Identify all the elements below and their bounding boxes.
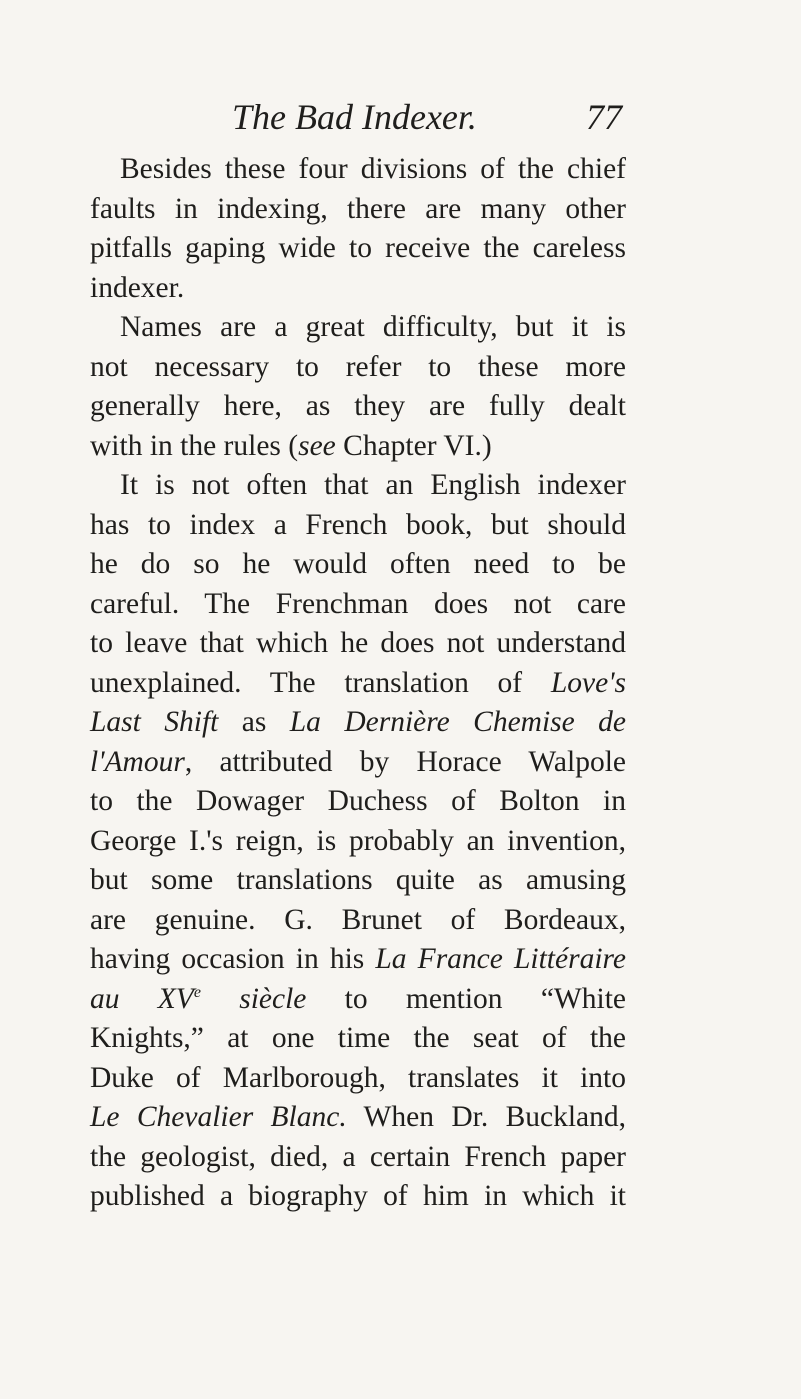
text-line — [90, 1059, 626, 1099]
text-run: , attributed by Horace Walpole — [184, 745, 626, 778]
page-number: 77 — [586, 97, 622, 137]
text-run: to mention “White — [306, 982, 627, 1015]
text-run: Knights,” at one time the seat of the — [90, 1022, 626, 1054]
text-run: careful. The Frenchman does not care — [90, 587, 626, 620]
running-title: The Bad Indexer. — [232, 97, 477, 137]
text-run: to leave that which he does not understand — [90, 627, 626, 659]
text-line — [90, 980, 626, 1020]
text-run: Names are a great difficulty, but it is — [120, 311, 626, 343]
text-line — [90, 822, 626, 862]
text-run: published a biography of him in which it — [90, 1180, 626, 1212]
text-line — [90, 782, 626, 822]
text-line — [90, 229, 626, 269]
text-line — [90, 940, 626, 980]
italic-run: La France Littéraire — [375, 943, 626, 975]
text-line — [90, 1098, 626, 1138]
text-line — [90, 545, 626, 585]
text-run: Chapter VI.) — [335, 429, 492, 462]
text-run: generally here, as they are fully dealt — [90, 390, 626, 422]
text-line — [90, 348, 626, 388]
italic-run: Last Shift — [90, 706, 219, 738]
text-line — [90, 269, 626, 309]
italic-run: Le Chevalier Blanc. — [90, 1101, 347, 1133]
page-header — [232, 92, 622, 142]
text-run: are genuine. G. Brunet of Bordeaux, — [90, 903, 626, 936]
italic-run: au XV — [90, 982, 194, 1015]
text-line — [90, 506, 626, 546]
text-line — [90, 1177, 626, 1217]
text-run: not necessary to refer to these more — [90, 350, 626, 383]
text-run: to the Dowager Duchess of Bolton in — [90, 785, 626, 817]
text-run: When Dr. Buckland, — [346, 1101, 627, 1133]
text-line — [90, 466, 626, 506]
text-run: indexer. — [90, 271, 185, 304]
text-run: but some translations quite as amusing — [90, 864, 626, 896]
text-line — [90, 387, 626, 427]
text-run: as — [218, 706, 290, 738]
text-run: having occasion in his — [90, 943, 376, 975]
italic-run: La Dernière Chemise de — [289, 706, 627, 738]
text-line — [90, 585, 626, 625]
superscript-e: e — [193, 983, 201, 1001]
text-line — [90, 308, 626, 348]
italic-run: l'Amour — [90, 745, 185, 778]
text-run: faults in indexing, there are many other — [90, 192, 626, 225]
text-line — [90, 703, 626, 743]
text-run: has to index a French book, but should — [90, 508, 626, 541]
text-run: the geologist, died, a certain French paper — [90, 1140, 626, 1173]
text-run: Besides these four divisions of the chief — [120, 153, 626, 185]
italic-run: Love's — [550, 666, 626, 699]
text-line — [90, 427, 626, 467]
text-line — [90, 150, 626, 190]
italic-run: siècle — [200, 982, 307, 1015]
text-line — [90, 901, 626, 941]
text-line — [90, 743, 626, 783]
text-run: unexplained. The translation of — [90, 666, 551, 699]
text-run: George I.'s reign, is probably an invention, — [90, 824, 626, 857]
text-run: with in the rules ( — [90, 429, 299, 462]
text-line — [90, 1138, 626, 1178]
italic-run: see — [298, 429, 336, 462]
text-line — [90, 861, 626, 901]
text-run: he do so he would often need to be — [90, 548, 626, 580]
text-line — [90, 664, 626, 704]
text-run: Duke of Marlborough, translates it into — [90, 1061, 626, 1094]
text-line — [90, 624, 626, 664]
text-line — [90, 190, 626, 230]
text-run: pitfalls gaping wide to receive the careless — [90, 232, 626, 264]
text-line — [90, 1019, 626, 1059]
body-text — [90, 150, 626, 1217]
text-run: It is not often that an English indexer — [120, 469, 626, 501]
